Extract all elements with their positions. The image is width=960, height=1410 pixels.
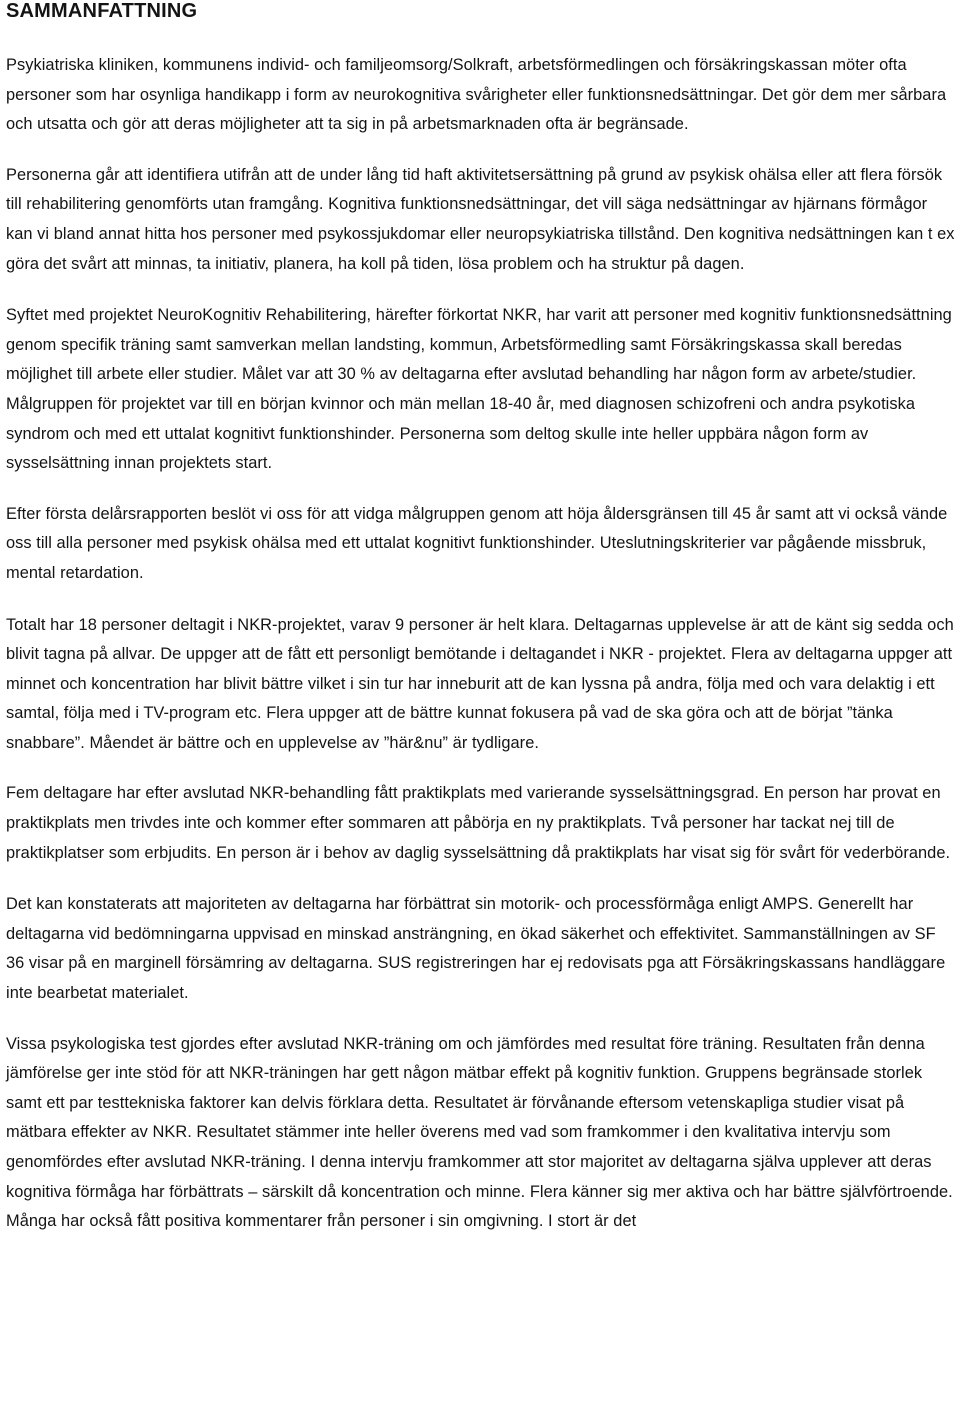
document-page: [6, 0, 958, 1237]
section-heading: SAMMANFATTNING: [6, 0, 198, 22]
paragraph-participant-experience: Totalt har 18 personer deltagit i NKR-projektet, varav 9 personer är helt klara. Deltagarnas upplevelse är att de känt sig sedda och blivit tagna på allvar. De uppger att de fått ett personligt bemötande i deltagandet i NKR - projektet. Flera av deltagarna uppger att minnet och koncentration har blivit bättre vilket i sin tur har inneburit att de kan lyssna på andra, följa med och vara delaktig i ett samtal, följa med i TV-program etc. Flera uppger att de bättre kunnat fokusera på vad de ska göra och att de börjat ”tänka snabbare”. Måendet är bättre och en upplevelse av ”här&nu” är tydligare.: [6, 615, 954, 752]
paragraph-internship-outcomes: Fem deltagare har efter avslutad NKR-behandling fått praktikplats med varierande sysselsättningsgrad. En person har provat en praktikplats men trivdes inte och kommer efter sommaren att påbörja en ny praktikplats. Två personer har tackat nej till de praktikplatser som erbjudits. En person är i behov av daglig sysselsättning då praktikplats har visat sig för svårt för vederbörande.: [6, 784, 951, 862]
paragraph-psychological-tests: Vissa psykologiska test gjordes efter avslutad NKR-träning om och jämfördes med resultat före träning. Resultaten från denna jämförelse ger inte stöd för att NKR-träningen har gett någon mätbar effekt på kognitiv funktion. Gruppens begränsade storlek samt ett par testtekniska faktorer kan delvis förklara detta. Resultatet är förvånande eftersom vetenskapliga studier visat på mätbara effekter av NKR. Resultatet stämmer inte heller överens med vad som framkommer i den kvalitativa intervju som genomfördes efter avslutad NKR-träning. I denna intervju framkommer att stor majoritet av deltagarna själva upplever att deras kognitiva förmåga har förbättrats – särskilt då koncentration och minne. Flera känner sig mer aktiva och har bättre självförtroende. Många har också fått positiva kommentarer från personer i sin omgivning. I stort är det: [6, 1034, 953, 1231]
paragraph-target-group: Personerna går att identifiera utifrån att de under lång tid haft aktivitetsersättning på grund av psykisk ohälsa eller att flera försök till rehabilitering genomförts utan framgång. Kognitiva funktionsnedsättningar, det vill säga nedsättningar av hjärnans förmågor kan vi bland annat hitta hos personer med psykossjukdomar eller neuropsykiatriska tillstånd. Den kognitiva nedsättningen kan t ex göra det svårt att minnas, ta initiativ, planera, ha koll på tiden, lösa problem och ha struktur på dagen.: [6, 165, 955, 273]
paragraph-background: Psykiatriska kliniken, kommunens individ- och familjeomsorg/Solkraft, arbetsförmedlingen och försäkringskassan möter ofta personer som har osynliga handikapp i form av neurokognitiva svårigheter eller funktionsnedsättningar. Det gör dem mer sårbara och utsatta och gör att deras möjligheter att ta sig in på arbetsmarknaden ofta är begränsade.: [6, 56, 947, 134]
paragraph-assessment-results: Det kan konstaterats att majoriteten av deltagarna har förbättrat sin motorik- och processförmåga enligt AMPS. Generellt har deltagarna vid bedömningarna uppvisad en minskad ansträngning, en ökad säkerhet och effektivitet. Sammanställningen av SF 36 visar på en marginell försämring av deltagarna. SUS registreringen har ej redovisats pga att Försäkringskassans handläggare inte bearbetat materialet.: [6, 895, 946, 1003]
paragraph-project-purpose: Syftet med projektet NeuroKognitiv Rehabilitering, härefter förkortat NKR, har varit att personer med kognitiv funktionsnedsättning genom specifik träning samt samverkan mellan landsting, kommun, Arbetsförmedling samt Försäkringskassa skall beredas möjlighet till arbete eller studier. Målet var att 30 % av deltagarna efter avslutad behandling har någon form av arbete/studier. Målgruppen för projektet var till en början kvinnor och män mellan 18-40 år, med diagnosen schizofreni och andra psykotiska syndrom och med ett uttalat kognitivt funktionshinder. Personerna som deltog skulle inte heller uppbära någon form av sysselsättning innan projektets start.: [6, 306, 952, 473]
paragraph-expanded-target-group: Efter första delårsrapporten beslöt vi oss för att vidga målgruppen genom att höja åldersgränsen till 45 år samt att vi också vände oss till alla personer med psykisk ohälsa med ett uttalat kognitivt funktionshinder. Uteslutningskriterier var pågående missbruk, mental retardation.: [6, 504, 948, 582]
